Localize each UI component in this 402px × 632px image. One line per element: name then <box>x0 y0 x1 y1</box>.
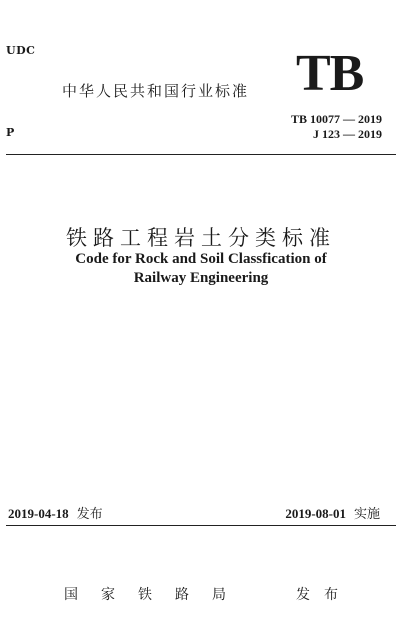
issuer-heading: 中华人民共和国行业标准 <box>62 82 250 100</box>
top-divider <box>6 154 396 155</box>
issue-label: 发布 <box>76 507 103 522</box>
issue-date-block <box>8 503 103 522</box>
udc-label: UDC <box>6 44 36 57</box>
title-chinese: 铁路工程岩土分类标准 <box>66 226 336 250</box>
title-english-line-2: Railway Engineering <box>133 270 269 286</box>
issue-date: 2019-04-18 <box>8 506 69 521</box>
publish-label: 发布 <box>296 587 352 603</box>
p-classification-mark: P <box>6 126 15 139</box>
standard-number-tb: TB 10077 — 2019 <box>290 112 382 126</box>
standard-number-j: J 123 — 2019 <box>313 127 382 141</box>
implement-date-block <box>285 503 380 522</box>
tb-logo: TB <box>296 45 364 102</box>
title-english-line-1: Code for Rock and Soil Classfication of <box>75 251 327 267</box>
bottom-divider <box>6 525 396 526</box>
implement-label: 实施 <box>353 507 380 522</box>
issuing-authority: 国家铁路局 <box>64 587 249 603</box>
implement-date: 2019-08-01 <box>285 506 346 521</box>
